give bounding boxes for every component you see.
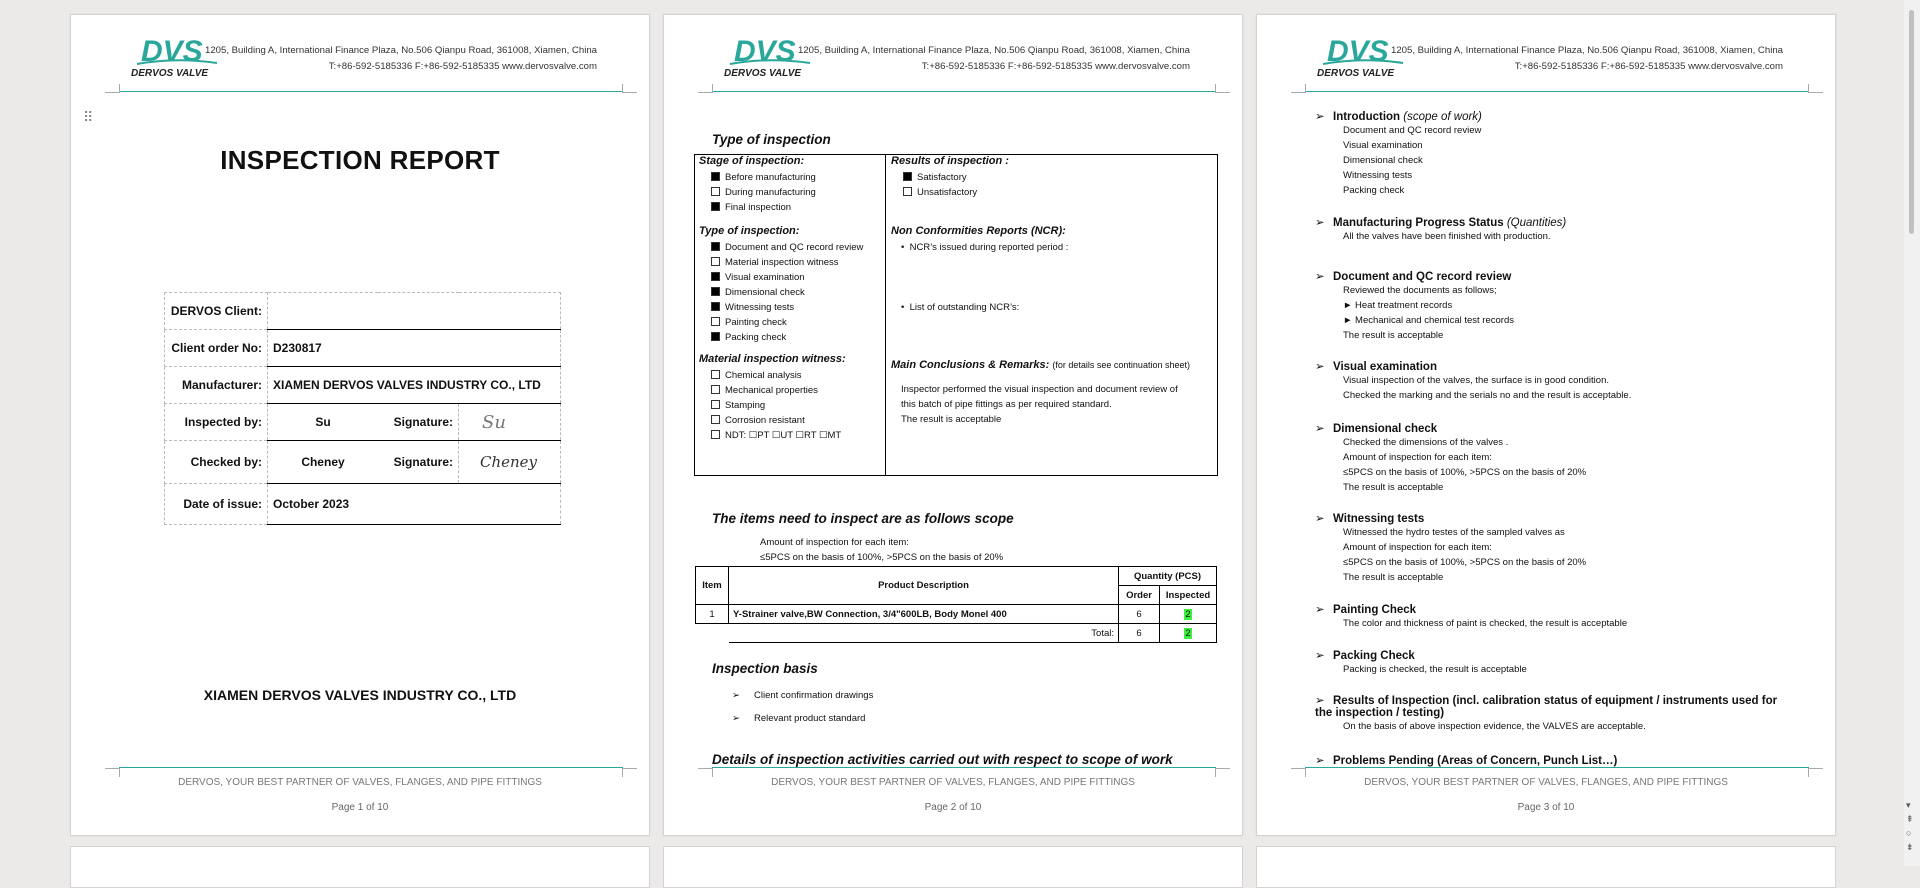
scope-section-title: ➢ Dimensional check [1315, 423, 1438, 435]
scope-section [1315, 269, 1795, 343]
checked-signature: Cheney [459, 441, 561, 484]
scope-section-title: ➢ Packing Check [1315, 650, 1415, 662]
items-scope-title: The items need to inspect are as follows scope [712, 511, 1014, 526]
scope-section-line: Visual examination [1343, 140, 1423, 151]
checkbox-chemical-analysis[interactable]: Chemical analysis [699, 368, 883, 383]
checkbox-mechanical-properties[interactable]: Mechanical properties [699, 383, 883, 398]
order-value[interactable]: D230817 [268, 330, 561, 367]
details-title: Details of inspection activities carried out with respect to scope of work [712, 752, 1173, 767]
header-contact: T:+86-592-5185336 F:+86-592-5185335 www.dervosvalve.com [921, 61, 1190, 72]
scope-section-title: ➢ Results of Inspection (incl. calibration status of equipment / instruments used for the inspection / testing) [1315, 695, 1778, 719]
header-rule [119, 91, 623, 92]
checkbox-satisfactory[interactable]: Satisfactory [891, 170, 1213, 185]
conclusion-text-2: this batch of pipe fittings as per required standard. [901, 399, 1112, 410]
inspected-signature: Su [459, 404, 561, 441]
scrollbar-thumb[interactable] [1909, 10, 1914, 234]
page-header [71, 15, 649, 95]
vertical-scrollbar[interactable] [1904, 0, 1920, 866]
svg-text:DERVOS VALVE: DERVOS VALVE [724, 68, 802, 79]
items-table [695, 566, 1217, 643]
scope-section-line: ► Mechanical and chemical test records [1343, 315, 1514, 326]
document-page-4-top [70, 846, 650, 888]
manufacturer-label: Manufacturer: [165, 367, 268, 404]
checkbox-ndt[interactable]: NDT: ☐PT ☐UT ☐RT ☐MT [699, 428, 883, 443]
header-rule [712, 91, 1216, 92]
footer-tagline: DERVOS, YOUR BEST PARTNER OF VALVES, FLANGES, AND PIPE FITTINGS [771, 777, 1135, 788]
col-qty: Quantity (PCS) [1119, 567, 1217, 586]
header-rule [1305, 91, 1809, 92]
svg-text:DVS: DVS [734, 35, 796, 68]
select-browse-icon[interactable]: ○ [1906, 828, 1912, 838]
checkbox-painting-check[interactable]: Painting check [699, 315, 883, 330]
checkbox-unsatisfactory[interactable]: Unsatisfactory [891, 185, 1213, 200]
ncr-outstanding: • List of outstanding NCR’s: [901, 302, 1020, 313]
page-number: Page 1 of 10 [331, 802, 389, 813]
scope-section [1315, 648, 1795, 677]
results-heading: Results of inspection : [891, 155, 1009, 167]
ncr-heading: Non Conformities Reports (NCR): [891, 225, 1066, 237]
header-address: 1205, Building A, International Finance Plaza, No.506 Qianpu Road, 361008, Xiamen, China [797, 45, 1190, 56]
header-address: 1205, Building A, International Finance Plaza, No.506 Qianpu Road, 361008, Xiamen, China [204, 45, 597, 56]
scope-section-line: On the basis of above inspection evidence, the VALVES are acceptable. [1343, 721, 1646, 732]
client-label: DERVOS Client: [165, 293, 268, 330]
scope-section [1315, 511, 1795, 585]
scope-section-line: Checked the dimensions of the valves . [1343, 437, 1509, 448]
scope-section-title: ➢ Introduction (scope of work) [1315, 111, 1482, 123]
scope-section [1315, 602, 1795, 631]
scope-section-line: Visual inspection of the valves, the surface is in good condition. [1343, 375, 1609, 386]
conclusion-text-3: The result is acceptable [901, 414, 1002, 425]
footer-tagline: DERVOS, YOUR BEST PARTNER OF VALVES, FLANGES, AND PIPE FITTINGS [1364, 777, 1728, 788]
ncr-issued: • NCR’s issued during reported period : [901, 242, 1069, 253]
client-value[interactable] [268, 293, 561, 330]
scope-section-line: Document and QC record review [1343, 125, 1482, 136]
scope-section-title: ➢ Painting Check [1315, 604, 1417, 616]
scope-section [1315, 359, 1795, 403]
scope-section-title: ➢ Problems Pending (Areas of Concern, Punch List…) [1315, 755, 1618, 767]
scope-section-line: Reviewed the documents as follows; [1343, 285, 1497, 296]
footer-tagline: DERVOS, YOUR BEST PARTNER OF VALVES, FLANGES, AND PIPE FITTINGS [178, 777, 542, 788]
page-header [664, 15, 1242, 95]
header-address: 1205, Building A, International Finance Plaza, No.506 Qianpu Road, 361008, Xiamen, China [1390, 45, 1783, 56]
scope-section-title: ➢ Document and QC record review [1315, 271, 1512, 283]
scope-section-line: The color and thickness of paint is checked, the result is acceptable [1343, 618, 1628, 629]
svg-text:DERVOS VALVE: DERVOS VALVE [131, 68, 209, 79]
table-total-row: Total: 6 2 [696, 624, 1217, 643]
checkbox-final-inspection[interactable]: Final inspection [699, 200, 883, 215]
report-info-table [164, 292, 561, 525]
table-row: 1 Y-Strainer valve,BW Connection, 3/4"600LB, Body Monel 400 6 2 [696, 605, 1217, 624]
report-title: INSPECTION REPORT [220, 145, 500, 175]
scope-section-title: ➢ Visual examination [1315, 361, 1437, 373]
page-header [1257, 15, 1835, 95]
page-number: Page 2 of 10 [924, 802, 982, 813]
svg-text:DERVOS VALVE: DERVOS VALVE [1317, 68, 1395, 79]
inspected-sig-label: Signature: [378, 404, 459, 441]
col-order: Order [1119, 586, 1160, 605]
basis-item-1: ➢ Client confirmation drawings [732, 690, 874, 701]
scope-section-line: Packing check [1343, 185, 1405, 196]
checked-label: Checked by: [165, 441, 268, 484]
scope-section-line: Amount of inspection for each item: [1343, 542, 1492, 553]
scope-section-line: The result is acceptable [1343, 572, 1444, 583]
scope-section-line: Dimensional check [1343, 155, 1423, 166]
next-page-icon[interactable]: ⇟ [1906, 842, 1914, 852]
header-contact: T:+86-592-5185336 F:+86-592-5185335 www.dervosvalve.com [328, 61, 597, 72]
page-number: Page 3 of 10 [1517, 802, 1575, 813]
order-label: Client order No: [165, 330, 268, 367]
scope-section-line: Witnessed the hydro testes of the sampled valves as [1343, 527, 1565, 538]
basis-item-2: ➢ Relevant product standard [732, 713, 866, 724]
stage-heading: Stage of inspection: [699, 155, 805, 167]
col-item: Item [696, 567, 729, 605]
date-value[interactable]: October 2023 [268, 484, 561, 525]
scope-section-line: ≤5PCS on the basis of 100%, >5PCS on the basis of 20% [1343, 557, 1587, 568]
checkbox-material-witness[interactable]: Material inspection witness [699, 255, 883, 270]
scope-section-line: The result is acceptable [1343, 330, 1444, 341]
checkbox-dimensional-check[interactable]: Dimensional check [699, 285, 883, 300]
document-page-3 [1256, 14, 1836, 836]
manufacturer-value[interactable]: XIAMEN DERVOS VALVES INDUSTRY CO., LTD [268, 367, 561, 404]
inspection-box [694, 154, 1218, 476]
scope-section-line: Amount of inspection for each item: [1343, 452, 1492, 463]
inspection-basis-title: Inspection basis [712, 661, 818, 676]
col-inspected: Inspected [1160, 586, 1217, 605]
conclusions-heading: Main Conclusions & Remarks: (for details see continuation sheet) [891, 359, 1190, 371]
svg-text:DVS: DVS [141, 35, 203, 68]
scope-section [1315, 215, 1795, 244]
checkbox-document-review[interactable]: Document and QC record review [699, 240, 883, 255]
header-contact: T:+86-592-5185336 F:+86-592-5185335 www.dervosvalve.com [1514, 61, 1783, 72]
drag-handle-icon[interactable]: ⠿ [83, 109, 94, 125]
scope-section [1315, 753, 1795, 767]
scope-section-line: Packing is checked, the result is acceptable [1343, 664, 1527, 675]
checkbox-stamping[interactable]: Stamping [699, 398, 883, 413]
document-page-5-top [663, 846, 1243, 888]
checkbox-packing-check[interactable]: Packing check [699, 330, 883, 345]
prev-page-icon[interactable]: ⇞ [1906, 814, 1914, 824]
type-of-inspection-title: Type of inspection [712, 132, 831, 147]
scope-section-line: The result is acceptable [1343, 482, 1444, 493]
conclusion-text-1: Inspector performed the visual inspection and document review of [901, 384, 1178, 395]
footer-rule [1305, 767, 1809, 768]
material-heading: Material inspection witness: [699, 353, 846, 365]
checked-sig-label: Signature: [378, 441, 459, 484]
scope-section-line: ≤5PCS on the basis of 100%, >5PCS on the basis of 20% [1343, 467, 1587, 478]
amount-note-1: Amount of inspection for each item: [760, 537, 909, 548]
scope-section [1315, 421, 1795, 495]
type-heading: Type of inspection: [699, 225, 800, 237]
document-page-1 [70, 14, 650, 836]
amount-note-2: ≤5PCS on the basis of 100%, >5PCS on the basis of 20% [760, 552, 1004, 563]
scope-section-line: Checked the marking and the serials no and the result is acceptable. [1343, 390, 1632, 401]
checkbox-visual-examination[interactable]: Visual examination [699, 270, 883, 285]
checkbox-before-manufacturing[interactable]: Before manufacturing [699, 170, 883, 185]
checkbox-witnessing-tests[interactable]: Witnessing tests [699, 300, 883, 315]
scope-section-line: All the valves have been finished with production. [1343, 231, 1551, 242]
document-page-6-top [1256, 846, 1836, 888]
inspected-label: Inspected by: [165, 404, 268, 441]
scope-section [1315, 109, 1795, 198]
footer-rule [712, 767, 1216, 768]
svg-text:DVS: DVS [1327, 35, 1389, 68]
col-desc: Product Description [729, 567, 1119, 605]
footer-rule [119, 767, 623, 768]
scope-section-line: Witnessing tests [1343, 170, 1413, 181]
scope-section-title: ➢ Witnessing tests [1315, 513, 1425, 525]
document-page-2 [663, 14, 1243, 836]
scope-section-title: ➢ Manufacturing Progress Status (Quantities) [1315, 217, 1567, 229]
checkbox-corrosion-resistant[interactable]: Corrosion resistant [699, 413, 883, 428]
checked-value[interactable]: Cheney [268, 441, 379, 484]
checkbox-during-manufacturing[interactable]: During manufacturing [699, 185, 883, 200]
scroll-down-icon[interactable]: ▾ [1906, 800, 1911, 810]
scope-section [1315, 693, 1795, 734]
company-name: XIAMEN DERVOS VALVES INDUSTRY CO., LTD [203, 687, 517, 703]
scope-section-line: ► Heat treatment records [1343, 300, 1453, 311]
inspected-value[interactable]: Su [268, 404, 379, 441]
date-label: Date of issue: [165, 484, 268, 525]
